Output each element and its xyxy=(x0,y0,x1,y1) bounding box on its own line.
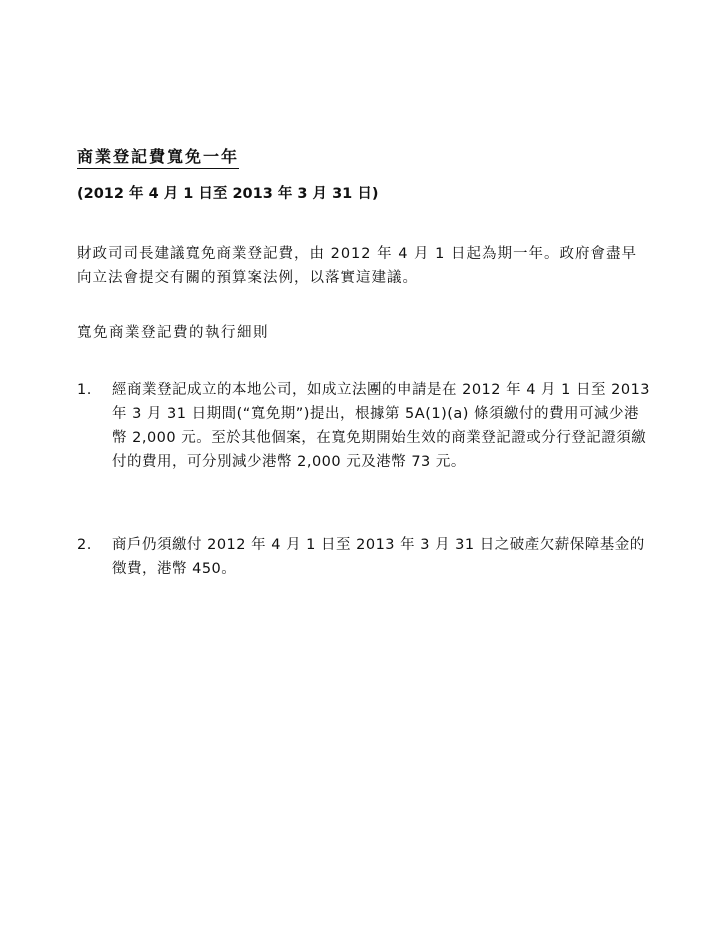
list-item-number: 2. xyxy=(77,537,92,553)
list-item xyxy=(77,533,652,581)
list-item-text: 經商業登記成立的本地公司，如成立法團的申請是在 2012 年 4 月 1 日至 2013 年 3 月 31 日期間(“寬免期”)提出，根據第 5A(1)(a) 條須繳付的費用可減少港幣 2,000 元。至於其他個案，在寬免期開始生效的商業登記證或分行登記證須繳付的費用，可分別減少港幣 2,000 元及港幣 73 元。 xyxy=(112,382,651,470)
document-title: 商業登記費寬免一年 xyxy=(77,147,239,169)
list-item xyxy=(77,378,652,474)
section-heading: 寬免商業登記費的執行細則 xyxy=(77,325,269,341)
list-item-number: 1. xyxy=(77,382,92,398)
intro-paragraph: 財政司司長建議寬免商業登記費，由 2012 年 4 月 1 日起為期一年。政府會盡早向立法會提交有關的預算案法例，以落實這建議。 xyxy=(77,246,638,286)
list-item-text: 商戶仍須繳付 2012 年 4 月 1 日至 2013 年 3 月 31 日之破產欠薪保障基金的徵費，港幣 450。 xyxy=(112,537,645,577)
document-subtitle: (2012 年 4 月 1 日至 2013 年 3 月 31 日) xyxy=(77,186,379,202)
